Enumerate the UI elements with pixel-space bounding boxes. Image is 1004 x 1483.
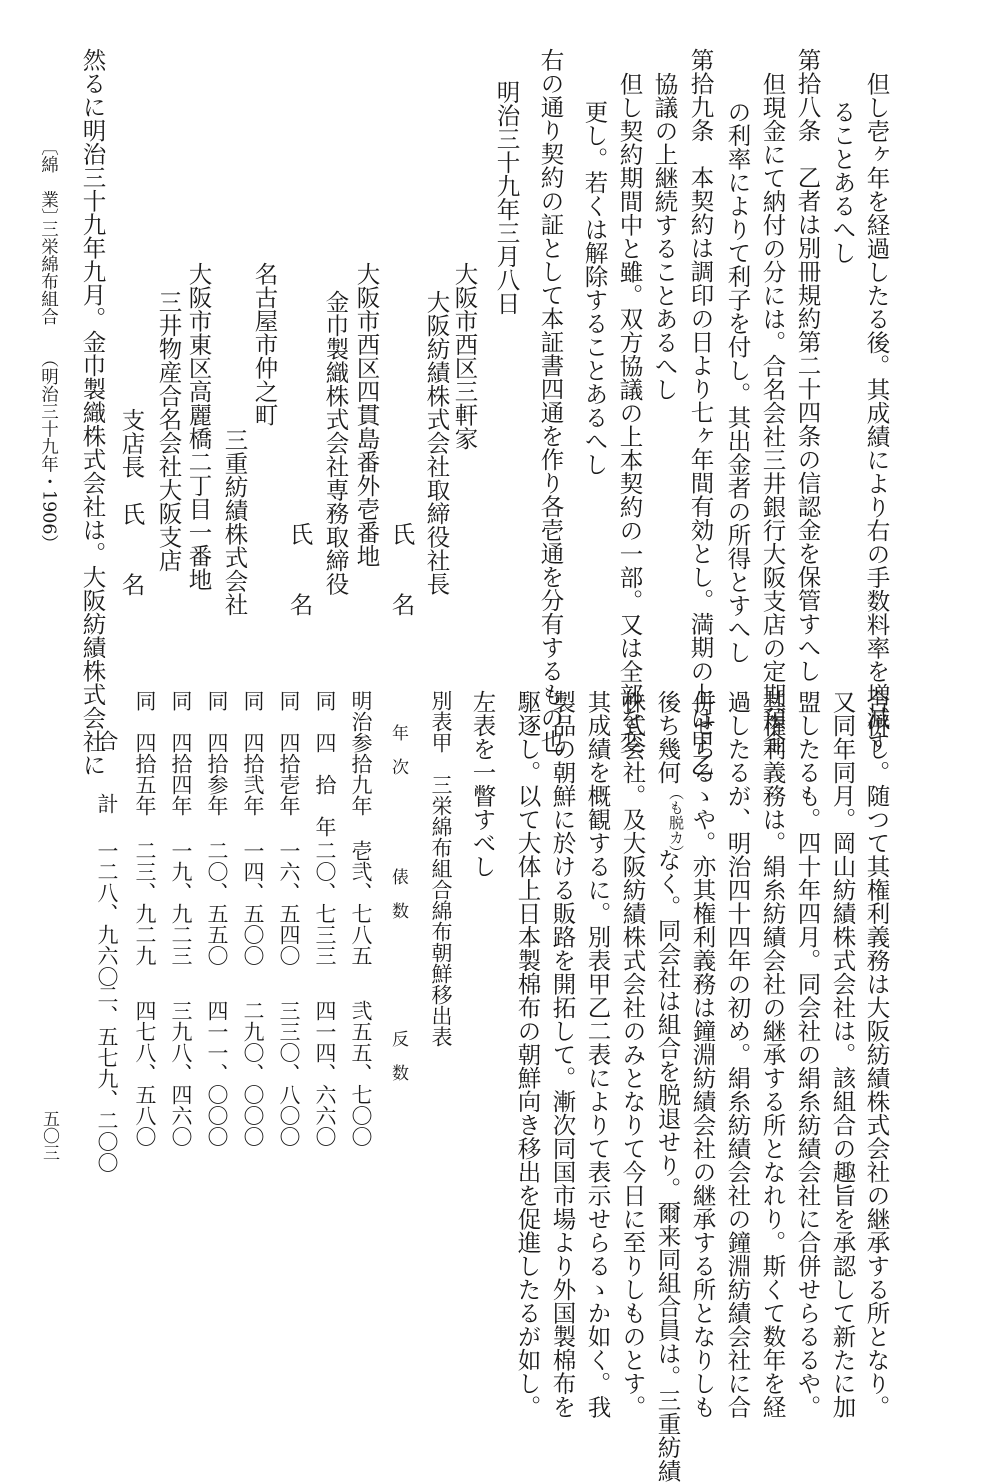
body-line: 協議の上継続することあるへし: [650, 72, 679, 401]
body-line: 左表を一瞥すべし: [468, 690, 497, 878]
signatory-org: 金巾製織株式会社専務取締役: [321, 290, 350, 596]
table-row-bales: 二三、九二九: [133, 840, 157, 966]
body-line: 盟したるも。四十年四月。同会社の絹糸紡績会社に合併せらるるや。: [793, 690, 822, 1419]
table-row-tan: 四七八、五八〇: [133, 1000, 157, 1147]
body-line: 製品の朝鮮に於ける販路を開拓して。漸次同国市場より外国製棉布を: [548, 690, 577, 1419]
body-line: 其権利義務は。絹糸紡績会社の継承する所となれり。斯くて数年を経: [758, 690, 787, 1419]
table-row-year: 同 四 拾 年: [313, 690, 337, 837]
body-line: の利率によりて利子を付し。其出金者の所得とすへし: [723, 100, 752, 664]
table-header-year: 年 次: [388, 724, 408, 775]
table-row-tan: 四一一、〇〇〇: [205, 1000, 229, 1147]
table-header-tan: 反 数: [388, 1030, 408, 1081]
footer-title: 三栄綿布組合: [38, 220, 59, 325]
body-line: 又同年同月。岡山紡績株式会社は。該組合の趣旨を承認して新たに加: [828, 690, 857, 1419]
table-row-year: 明治参拾九年: [349, 690, 373, 816]
body-line: 右の通り契約の証として本証書四通を作り各壱通を分有するもの也: [536, 48, 565, 753]
body-line: 合併し。随つて其権利義務は大阪紡績株式会社の継承する所となり。: [862, 690, 891, 1419]
table-row-bales: 一九、九二三: [169, 840, 193, 966]
footer-date: （明治三十九年・1906）: [38, 350, 59, 553]
body-line: 過したるが、明治四十四年の初め。絹糸紡績会社の鐘淵紡績会社に合: [723, 690, 752, 1419]
body-line: 併せらるゝや。亦其権利義務は鐘淵紡績会社の継承する所となりしも: [688, 690, 717, 1419]
body-line: 但し壱ヶ年を経過したる後。其成績により右の手数料率を増減す: [862, 72, 891, 754]
body-line: 但し契約期間中と雖。双方協議の上本契約の一部。又は全部を変: [615, 72, 644, 754]
signatory-org: 三重紡績株式会社: [220, 428, 249, 616]
body-line: 但現金にて納付の分には。合名会社三井銀行大阪支店の定期預金: [758, 72, 787, 754]
signatory-address: 大阪市西区四貫島番外壱番地: [352, 262, 381, 568]
table-row-bales: 二〇、七三三: [313, 840, 337, 966]
table-total-label: 合 計: [95, 730, 119, 814]
signatory-address: 名古屋市仲之町: [250, 262, 279, 427]
table-total-tan: 二、五七九、二〇〇: [95, 984, 119, 1173]
article-18: 第拾八条 乙者は別冊規約第二十四条の信認金を保管すへし: [793, 48, 822, 683]
signatory-address: 大阪市西区三軒家: [450, 262, 479, 450]
table-row-bales: 一四、五〇〇: [241, 840, 265, 966]
table-row-tan: 二九〇、〇〇〇: [241, 1000, 265, 1147]
table-row-year: 同 四拾壱年: [277, 690, 301, 816]
table-row-tan: 三九八、四六〇: [169, 1000, 193, 1147]
signatory-org: 三井物産合名会社大阪支店: [154, 290, 183, 572]
table-row-tan: 弐五五、七〇〇: [349, 1000, 373, 1147]
page-number: 五〇三: [39, 1110, 59, 1161]
signatory-name: 支店長 氏 名: [117, 408, 146, 596]
body-line: 其成績を概観するに。別表甲乙二表によりて表示せらるゝか如く。我: [583, 690, 612, 1419]
table-row-bales: 一六、五四〇: [277, 840, 301, 966]
body-line: 株式会社。及大阪紡績株式会社のみとなりて今日に至りしものとす。: [618, 690, 647, 1419]
editor-note: （も脱カ）: [667, 785, 685, 860]
closing-line: 然るに明治三十九年九月。金巾製織株式会社は。大阪紡績株式会社に: [78, 48, 107, 777]
table-row-year: 同 四拾四年: [169, 690, 193, 816]
table-row-tan: 三三〇、八〇〇: [277, 1000, 301, 1147]
table-row-bales: 二〇、五五〇: [205, 840, 229, 966]
body-line: ることあるへし: [828, 100, 857, 265]
body-line-head: 後ち幾何: [653, 690, 682, 784]
body-line-annotated: [653, 690, 682, 784]
body-line-tail: なく。同会社は組合を脱退せり。爾来同組合員は。三重紡績: [653, 848, 682, 1483]
signatory-name: 氏 名: [387, 522, 416, 616]
table-row-year: 同 四拾弐年: [241, 690, 265, 816]
signatory-name: 氏 名: [285, 522, 314, 616]
table-row-year: 同 四拾参年: [205, 690, 229, 816]
article-19: 第拾九条 本契約は調印の日より七ヶ年間有効とし。満期の上は甲乙: [686, 48, 715, 777]
signatory-org: 大阪紡績株式会社取締役社長: [422, 290, 451, 596]
table-header-bales: 俵 数: [388, 868, 408, 919]
table-row-bales: 壱弐、七八五: [349, 840, 373, 966]
body-line: 更し。若くは解除することあるへし: [580, 100, 609, 476]
body-line: 駆逐し。以て大体上日本製棉布の朝鮮向き移出を促進したるが如し。: [513, 690, 542, 1419]
table-row-tan: 四一四、六六〇: [313, 1000, 337, 1147]
table-total-bales: 一二八、九六〇: [95, 840, 119, 987]
table-title: 別表甲 三栄綿布組合綿布朝鮮移出表: [429, 690, 453, 1047]
footer-section-label: 〔綿 業〕: [38, 138, 59, 226]
table-row-year: 同 四拾五年: [133, 690, 157, 816]
signatory-address: 大阪市東区高麗橋二丁目一番地: [184, 262, 213, 591]
contract-date: 明治三十九年三月八日: [492, 80, 521, 315]
